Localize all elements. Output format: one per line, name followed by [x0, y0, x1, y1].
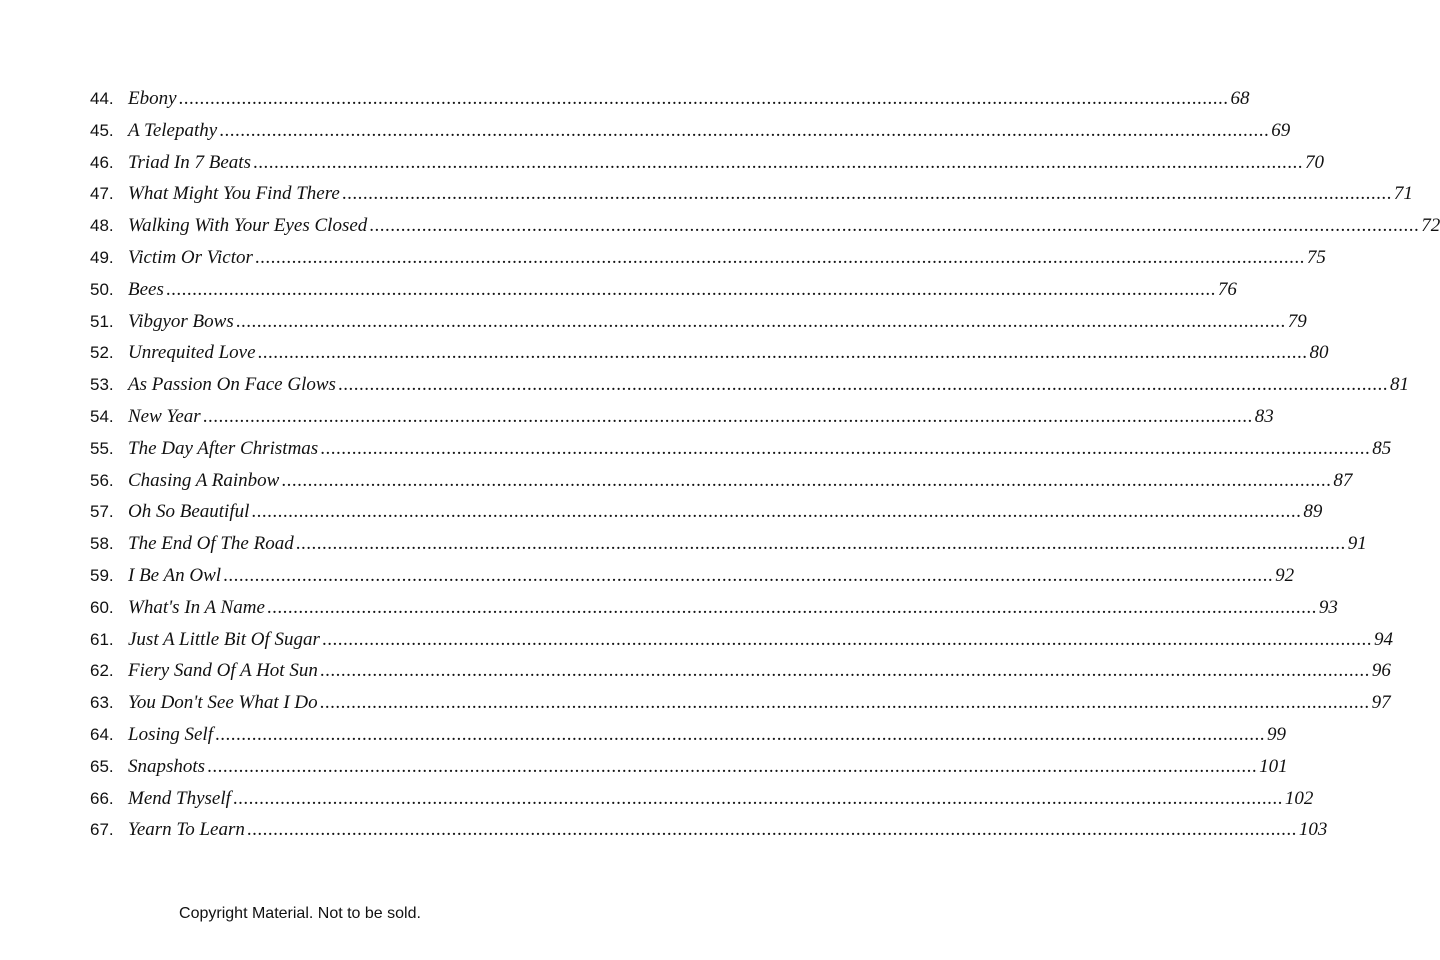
toc-entry: [90, 501, 1323, 533]
toc-entry-number: 61.: [90, 629, 114, 649]
toc-entry-number: 51.: [90, 311, 114, 331]
toc-entry-page-number: 99: [1266, 723, 1286, 745]
dot-leader: ........................................................................................................................................................................................................: [319, 692, 1370, 714]
toc-entry-number: 53.: [90, 375, 114, 395]
toc-entry-number: 58.: [90, 534, 114, 554]
dot-leader: ........................................................................................................................................................................................................: [232, 787, 1283, 809]
toc-entry: [90, 151, 1324, 184]
toc-entry-title: Yearn To Learn: [128, 819, 245, 841]
toc-entry: [90, 246, 1326, 279]
toc-entry: [90, 469, 1353, 502]
toc-entry: [90, 310, 1307, 343]
toc-entry-title: Walking With Your Eyes Closed: [128, 215, 368, 237]
toc-entry: [90, 215, 1440, 247]
toc-entry-number: 54.: [90, 406, 114, 426]
toc-entry-title: Triad In 7 Beats: [128, 151, 251, 173]
toc-entry: [90, 819, 1328, 851]
dot-leader: ........................................................................................................................................................................................................: [321, 628, 1372, 650]
toc-entry-title: The Day After Christmas: [128, 437, 319, 459]
toc-entry: [90, 533, 1367, 565]
toc-entry: [90, 119, 1291, 152]
toc-entry-title: Just A Little Bit Of Sugar: [128, 628, 320, 650]
toc-entry-number: 56.: [90, 470, 114, 490]
dot-leader: ........................................................................................................................................................................................................: [219, 119, 1270, 141]
toc-entry: [90, 564, 1295, 597]
toc-entry-page-number: 80: [1309, 342, 1329, 364]
toc-entry-page-number: 91: [1347, 533, 1367, 555]
toc-entry: [90, 278, 1237, 311]
toc-entry-page-number: 69: [1271, 119, 1291, 141]
toc-entry-page-number: 83: [1254, 405, 1274, 427]
dot-leader: ........................................................................................................................................................................................................: [369, 215, 1420, 237]
toc-entry-page-number: 94: [1373, 628, 1393, 650]
toc-entry-title: Oh So Beautiful: [128, 501, 250, 523]
toc-entry-title: Unrequited Love: [128, 342, 256, 364]
toc-entry-number: 62.: [90, 661, 114, 681]
toc-entry: [90, 660, 1391, 692]
dot-leader: ........................................................................................................................................................................................................: [223, 564, 1274, 586]
toc-entry-page-number: 101: [1259, 755, 1288, 777]
dot-leader: ........................................................................................................................................................................................................: [341, 183, 1392, 205]
dot-leader: ........................................................................................................................................................................................................: [165, 278, 1216, 300]
toc-entry-number: 57.: [90, 502, 114, 522]
toc-entry-number: 50.: [90, 279, 114, 299]
toc-entry-number: 48.: [90, 216, 114, 236]
toc-entry-title: Ebony: [128, 88, 177, 109]
toc-entry-title: The End Of The Road: [128, 533, 294, 555]
toc-entry-title: Bees: [128, 278, 164, 300]
toc-entry: [90, 342, 1329, 374]
toc-entry: [90, 596, 1338, 629]
dot-leader: ........................................................................................................................................................................................................: [266, 596, 1317, 618]
toc-entry-number: 59.: [90, 565, 114, 585]
toc-entry-title: New Year: [128, 405, 201, 427]
toc-entry-page-number: 97: [1371, 692, 1391, 714]
toc-entry-title: Chasing A Rainbow: [128, 469, 280, 491]
dot-leader: ........................................................................................................................................................................................................: [257, 342, 1308, 364]
toc-entry-title: Fiery Sand Of A Hot Sun: [128, 660, 318, 682]
dot-leader: ........................................................................................................................................................................................................: [254, 246, 1305, 268]
dot-leader: ........................................................................................................................................................................................................: [178, 88, 1229, 109]
dot-leader: ........................................................................................................................................................................................................: [235, 310, 1286, 332]
dot-leader: ........................................................................................................................................................................................................: [202, 405, 1253, 427]
toc-entry-title: You Don't See What I Do: [128, 692, 318, 714]
toc-entry-page-number: 71: [1393, 183, 1413, 205]
toc-entry-title: Mend Thyself: [128, 787, 231, 809]
toc-entry-number: 65.: [90, 756, 114, 776]
dot-leader: ........................................................................................................................................................................................................: [214, 723, 1265, 745]
toc-entry: [90, 755, 1288, 788]
toc-entry: [90, 723, 1286, 756]
toc-entry-page-number: 72: [1421, 215, 1440, 237]
toc-entry-number: 45.: [90, 120, 114, 140]
toc-entry-number: 67.: [90, 820, 114, 840]
toc-entry-page-number: 76: [1217, 278, 1237, 300]
toc-entry-page-number: 103: [1298, 819, 1328, 841]
toc-entry-number: 64.: [90, 724, 114, 744]
toc-entry: [90, 88, 1250, 120]
toc-entry-number: 47.: [90, 184, 114, 204]
toc-entry-number: 46.: [90, 152, 114, 172]
toc-entry-title: Vibgyor Bows: [128, 310, 234, 332]
toc-entry-number: 49.: [90, 247, 114, 267]
toc-entry-title: Snapshots: [128, 755, 206, 777]
toc-entry-page-number: 85: [1372, 437, 1392, 459]
toc-entry: [90, 692, 1391, 724]
dot-leader: ........................................................................................................................................................................................................: [207, 755, 1258, 777]
toc-entry-number: 60.: [90, 597, 114, 617]
toc-entry-title: What Might You Find There: [128, 183, 340, 205]
toc-entry-title: As Passion On Face Glows: [128, 374, 336, 396]
dot-leader: ........................................................................................................................................................................................................: [251, 501, 1302, 523]
toc-entry-title: A Telepathy: [128, 119, 218, 141]
dot-leader: ........................................................................................................................................................................................................: [337, 374, 1388, 396]
dot-leader: ........................................................................................................................................................................................................: [320, 437, 1371, 459]
toc-entry-number: 63.: [90, 693, 114, 713]
dot-leader: ........................................................................................................................................................................................................: [281, 469, 1332, 491]
table-of-contents: [90, 88, 1440, 851]
toc-entry-page-number: 89: [1303, 501, 1323, 523]
toc-entry-number: 52.: [90, 343, 114, 363]
toc-entry-page-number: 79: [1287, 310, 1307, 332]
toc-entry: [90, 405, 1274, 438]
dot-leader: ........................................................................................................................................................................................................: [295, 533, 1346, 555]
toc-entry-title: I Be An Owl: [128, 564, 222, 586]
toc-entry-page-number: 68: [1230, 88, 1250, 109]
dot-leader: ........................................................................................................................................................................................................: [252, 151, 1303, 173]
toc-entry-page-number: 92: [1275, 564, 1295, 586]
toc-entry: [90, 437, 1392, 470]
dot-leader: ........................................................................................................................................................................................................: [246, 819, 1297, 841]
toc-entry-page-number: 96: [1371, 660, 1391, 682]
toc-entry-page-number: 87: [1333, 469, 1353, 491]
toc-entry-page-number: 93: [1318, 596, 1338, 618]
toc-entry: [90, 183, 1413, 215]
toc-entry-page-number: 102: [1284, 787, 1314, 809]
toc-entry: [90, 787, 1314, 820]
toc-entry-number: 55.: [90, 438, 114, 458]
toc-entry-number: 44.: [90, 89, 114, 108]
toc-entry-number: 66.: [90, 788, 114, 808]
toc-entry-title: Losing Self: [128, 723, 213, 745]
dot-leader: ........................................................................................................................................................................................................: [319, 660, 1370, 682]
toc-entry-title: What's In A Name: [128, 596, 265, 618]
toc-entry-page-number: 81: [1389, 374, 1409, 396]
toc-entry: [90, 628, 1393, 661]
toc-entry-page-number: 70: [1304, 151, 1324, 173]
toc-entry-page-number: 75: [1306, 246, 1326, 268]
copyright-footer: Copyright Material. Not to be sold.: [179, 905, 421, 922]
toc-entry-title: Victim Or Victor: [128, 246, 253, 268]
toc-entry: [90, 374, 1409, 406]
